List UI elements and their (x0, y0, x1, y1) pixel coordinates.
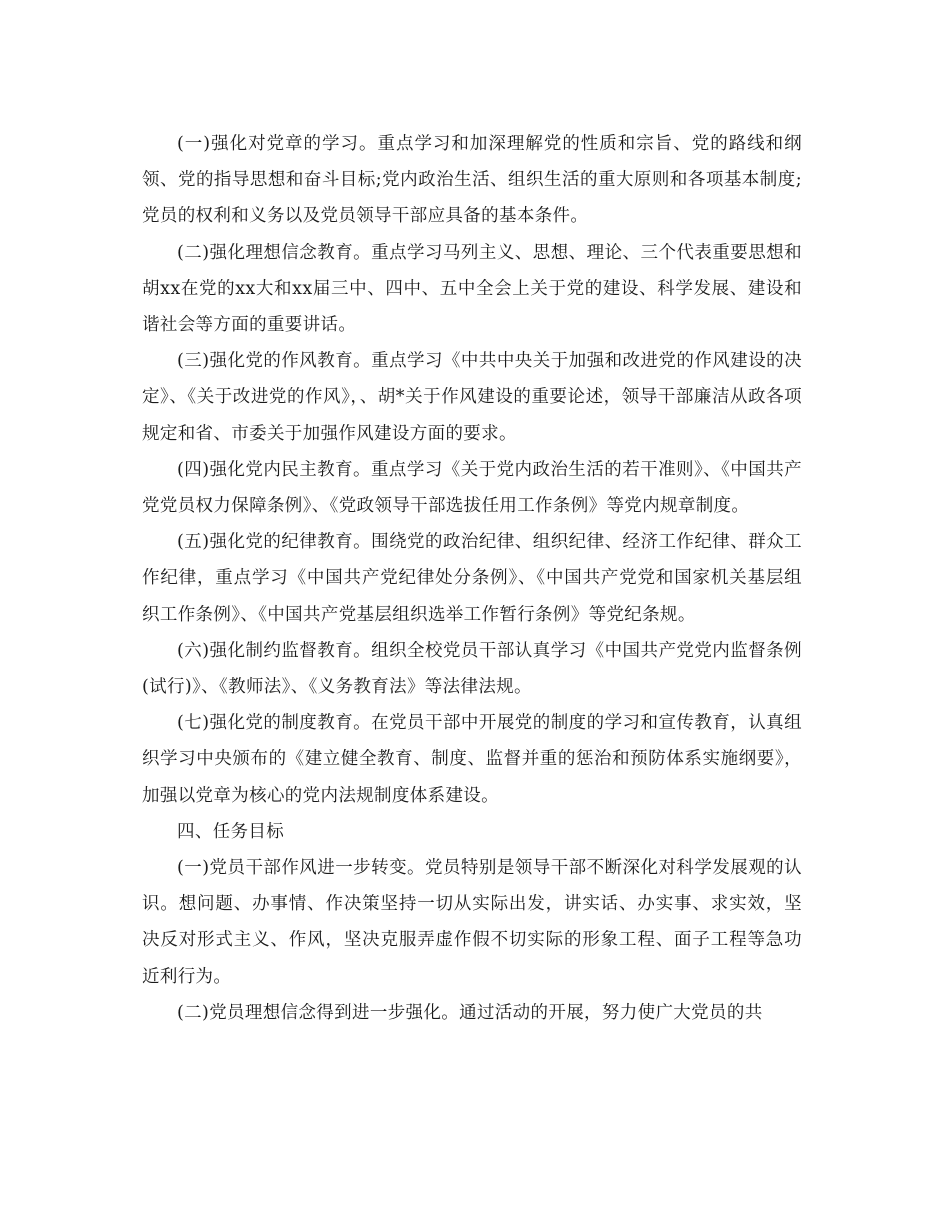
section-heading-task-goals: 四、任务目标 (177, 821, 285, 842)
paragraph-party-constitution-study: (一)强化对党章的学习。重点学习和加深理解党的性质和宗旨、党的路线和纲领、党的指导思想和奋斗目标;党内政治生活、组织生活的重大原则和各项基本制度;党员的权利和义务以及党员领导干部应具备的基本条件。 (142, 134, 802, 227)
paragraph-ideals-strengthened: (二)党员理想信念得到进一步强化。通过活动的开展，努力使广大党员的共 (177, 1002, 763, 1023)
paragraph-supervision-education: (六)强化制约监督教育。组织全校党员干部认真学习《中国共产党党内监督条例(试行)》、《教师法》、《义务教育法》等法律法规。 (142, 640, 802, 698)
paragraph-ideals-beliefs-education: (二)强化理想信念教育。重点学习马列主义、思想、理论、三个代表重要思想和胡xx在党的xx大和xx届三中、四中、五中全会上关于党的建设、科学发展、建设和谐社会等方面的重要讲话。 (142, 242, 802, 336)
paragraph-work-style-education: (三)强化党的作风教育。重点学习《中共中央关于加强和改进党的作风建设的决定》、《关于改进党的作风》，、胡*关于作风建设的重要论述，领导干部廉洁从政各项规定和省、市委关于加强作风建设方面的要求。 (142, 351, 802, 444)
document-body (142, 126, 802, 1031)
paragraph-system-education: (七)强化党的制度教育。在党员干部中开展党的制度的学习和宣传教育，认真组织学习中央颁布的《建立健全教育、制度、监督并重的惩治和预防体系实施纲要》，加强以党章为核心的党内法规制度体系建设。 (142, 713, 802, 806)
paragraph-inner-party-democracy: (四)强化党内民主教育。重点学习《关于党内政治生活的若干准则》、《中国共产党党员权力保障条例》、《党政领导干部选拔任用工作条例》等党内规章制度。 (142, 459, 802, 517)
paragraph-work-style-transformation: (一)党员干部作风进一步转变。党员特别是领导干部不断深化对科学发展观的认识。想问题、办事情、作决策坚持一切从实际出发，讲实话、办实事、求实效，坚决反对形式主义、作风，坚决克服弄虚作假不切实际的形象工程、面子工程等急功近利行为。 (142, 858, 802, 987)
paragraph-discipline-education: (五)强化党的纪律教育。围绕党的政治纪律、组织纪律、经济工作纪律、群众工作纪律，重点学习《中国共产党纪律处分条例》、《中国共产党党和国家机关基层组织工作条例》、《中国共产党基层组织选举工作暂行条例》等党纪条规。 (142, 532, 802, 625)
